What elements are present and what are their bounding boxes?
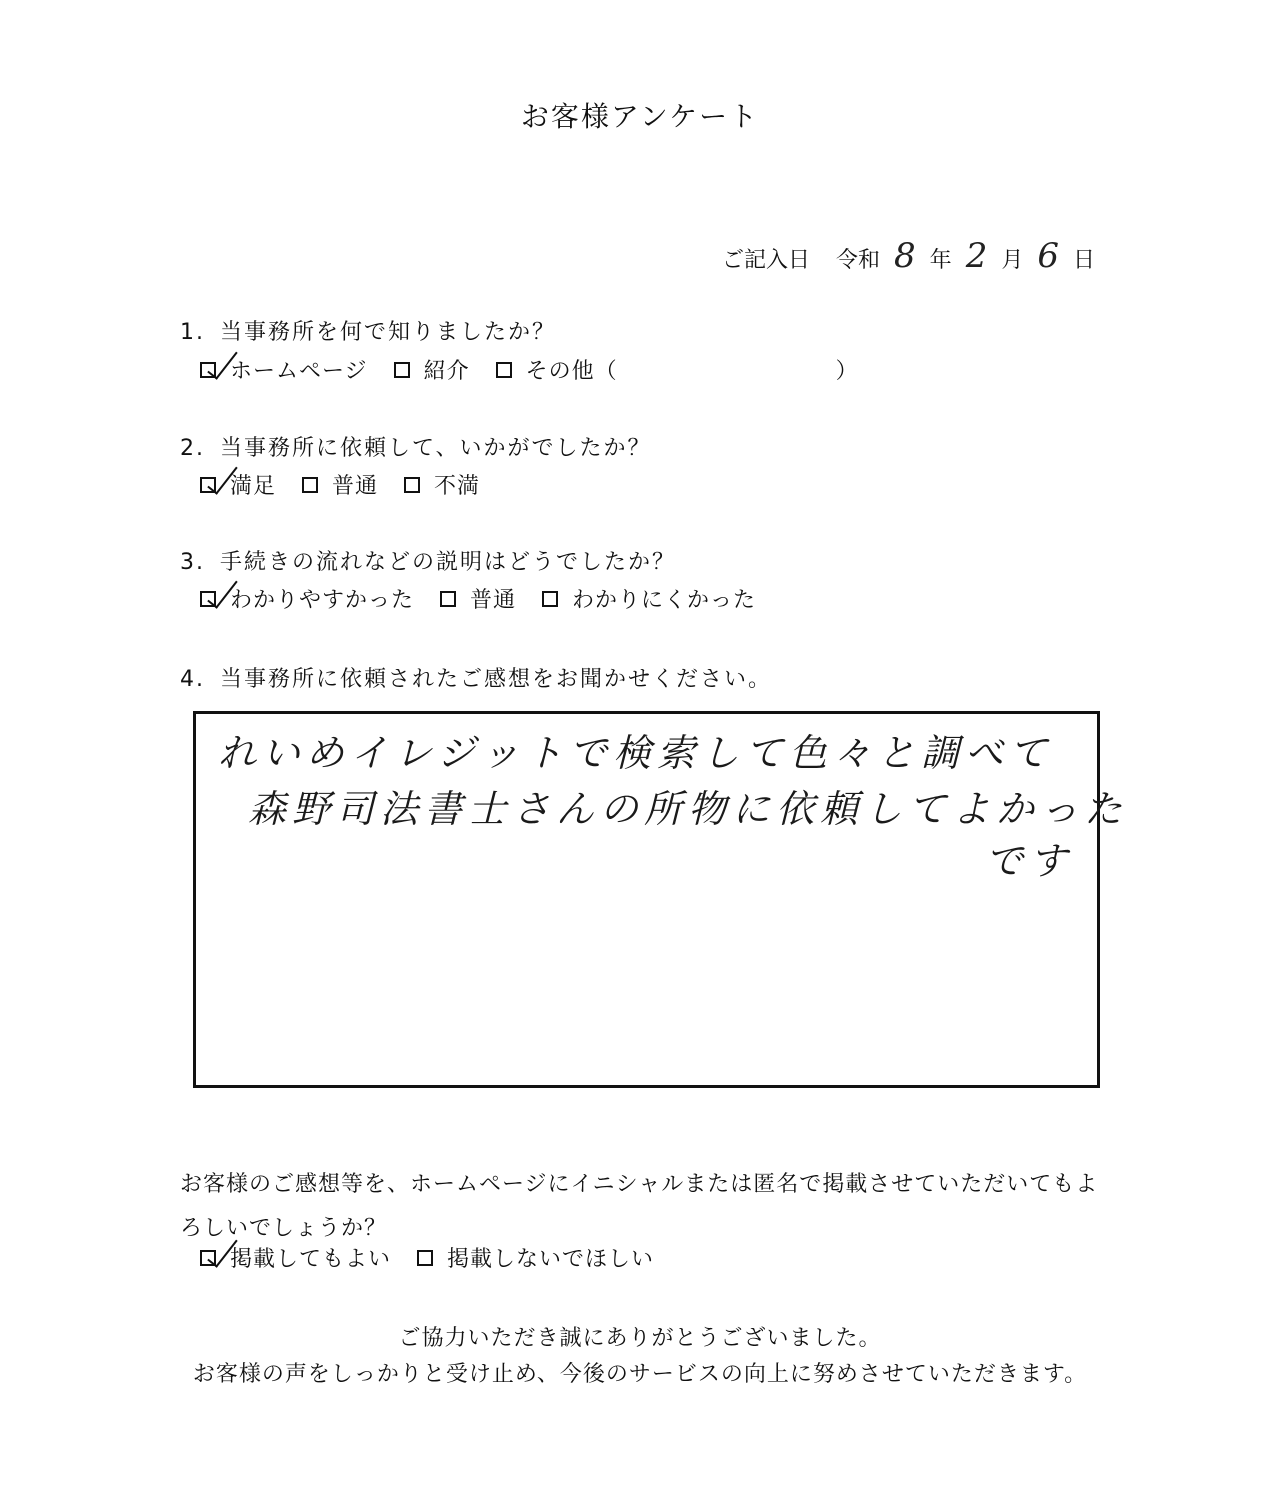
option-average[interactable] (302, 469, 378, 500)
option-satisfied[interactable] (200, 469, 276, 500)
option-publish-ok[interactable] (200, 1242, 391, 1273)
option-label: 普通 (332, 474, 379, 499)
question-2-text: 当事務所に依頼して、いかがでしたか？ (220, 436, 652, 461)
option-average[interactable] (440, 583, 516, 614)
option-label: 不満 (434, 474, 481, 499)
entry-date (722, 236, 1095, 276)
question-3-text: 手続きの流れなどの説明はどうでしたか？ (220, 550, 677, 575)
date-month-unit: 月 (1001, 248, 1024, 273)
checkbox[interactable] (302, 477, 318, 493)
close-paren: ） (835, 359, 859, 384)
option-label: 紹介 (423, 359, 470, 384)
option-label: わかりにくかった (572, 588, 757, 613)
checkbox[interactable] (404, 477, 420, 493)
question-3 (180, 545, 676, 576)
checkbox[interactable] (440, 591, 456, 607)
question-2-options (200, 469, 506, 500)
checkbox[interactable] (496, 362, 512, 378)
question-3-number: 3. (180, 550, 205, 575)
date-day: 6 (1037, 236, 1059, 276)
checkbox-checked[interactable] (200, 362, 216, 378)
thanks-line-1: ご協力いただき誠にありがとうございました。 (398, 1326, 882, 1351)
option-other[interactable] (496, 354, 859, 385)
question-2 (180, 431, 652, 462)
option-referral[interactable] (394, 354, 470, 385)
question-1-options (200, 354, 885, 385)
question-1-text: 当事務所を何で知りましたか？ (220, 320, 557, 345)
consent-question: お客様のご感想等を、ホームページにイニシャルまたは匿名で掲載させていただいてもよろしいでしょうか？ (180, 1172, 1099, 1241)
date-year-unit: 年 (929, 248, 952, 273)
date-month: 2 (965, 236, 988, 276)
date-label: ご記入日 (722, 248, 811, 273)
option-label: わかりやすかった (230, 588, 415, 613)
option-dissatisfied[interactable] (404, 469, 480, 500)
checkbox[interactable] (394, 362, 410, 378)
option-label: その他（ (525, 359, 618, 384)
checkbox[interactable] (542, 591, 558, 607)
checkbox-checked[interactable] (200, 1250, 216, 1266)
date-era: 令和 (836, 248, 881, 273)
date-day-unit: 日 (1072, 248, 1095, 273)
date-year: 8 (894, 236, 916, 276)
checkbox-checked[interactable] (200, 591, 216, 607)
checkbox-checked[interactable] (200, 477, 216, 493)
question-3-options (200, 583, 782, 614)
thanks-line-2: お客様の声をしっかりと受け止め、今後のサービスの向上に努めさせていただきます。 (192, 1362, 1088, 1387)
handwritten-answer-line: れいめイレジットで検索して色々と調べて (218, 731, 1054, 775)
question-4 (180, 662, 772, 693)
handwritten-answer-line: 森野司法書士さんの所物に依頼してよかった (248, 787, 1129, 831)
option-label: 掲載してもよい (230, 1247, 392, 1272)
question-1-number: 1. (180, 320, 205, 345)
page-title: お客様アンケート (520, 100, 760, 133)
question-4-text: 当事務所に依頼されたご感想をお聞かせください。 (220, 667, 773, 692)
option-label: ホームページ (230, 359, 368, 384)
consent-options (200, 1242, 680, 1273)
option-label: 普通 (470, 588, 517, 613)
question-4-number: 4. (180, 667, 205, 692)
option-easy[interactable] (200, 583, 414, 614)
question-1 (180, 315, 556, 346)
option-homepage[interactable] (200, 354, 368, 385)
option-label: 掲載しないでほしい (447, 1247, 655, 1272)
option-hard[interactable] (542, 583, 756, 614)
question-2-number: 2. (180, 436, 205, 461)
option-publish-no[interactable] (417, 1242, 654, 1273)
checkbox[interactable] (417, 1250, 433, 1266)
option-label: 満足 (230, 474, 277, 499)
handwritten-answer-line: です (985, 839, 1074, 883)
